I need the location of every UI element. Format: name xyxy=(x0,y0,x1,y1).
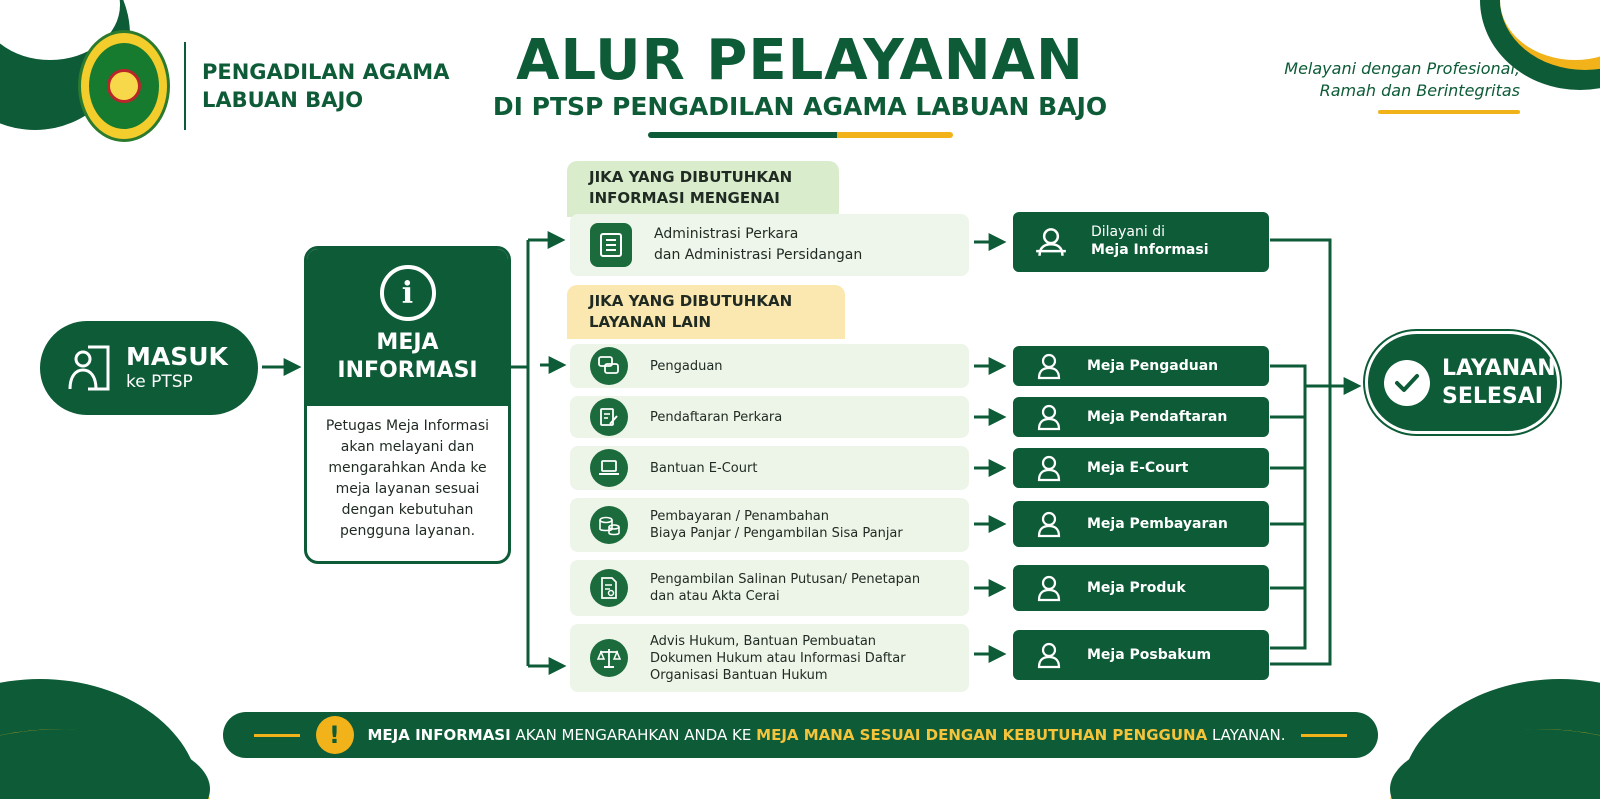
certificate-icon xyxy=(590,569,628,607)
desk-label-line2: Meja Informasi xyxy=(1091,242,1209,258)
service-text-line1: Advis Hukum, Bantuan Pembuatan xyxy=(650,633,877,649)
service-text: Pengaduan xyxy=(650,358,723,374)
person-icon xyxy=(1035,352,1063,380)
service-text-line1: Administrasi Perkara xyxy=(654,226,799,242)
service-text-line1: Pembayaran / Penambahan xyxy=(650,509,830,524)
section-label-layanan-lain-line1: JIKA YANG DIBUTUHKAN xyxy=(589,292,793,310)
desk-label: Meja Posbakum xyxy=(1087,647,1212,663)
service-text-line2: dan atau Akta Cerai xyxy=(650,589,780,604)
desk-meja-pengaduan xyxy=(1013,346,1269,386)
service-text xyxy=(650,571,920,605)
start-label-main: MASUK xyxy=(126,342,228,371)
service-text-line2: dan Administrasi Persidangan xyxy=(654,247,863,263)
person-icon xyxy=(1035,510,1063,538)
service-pembayaran xyxy=(570,498,969,552)
desk-label xyxy=(1091,224,1209,260)
desk-meja-ecourt xyxy=(1013,448,1269,488)
person-icon xyxy=(1035,454,1063,482)
warning-icon: ! xyxy=(316,716,354,754)
start-label-sub: ke PTSP xyxy=(126,372,193,392)
service-text xyxy=(650,508,903,542)
scales-icon xyxy=(590,639,628,677)
person-icon xyxy=(1035,641,1063,669)
service-text-line2: Dokumen Hukum atau Informasi Daftar xyxy=(650,650,906,666)
section-label-informasi-line1: JIKA YANG DIBUTUHKAN xyxy=(589,168,793,186)
document-pen-icon xyxy=(590,398,628,436)
brand-name-line1: PENGADILAN AGAMA xyxy=(202,60,450,84)
desk-label-line1: Dilayani di xyxy=(1091,224,1165,240)
desk-meja-pembayaran xyxy=(1013,501,1269,547)
meja-informasi-header xyxy=(307,249,508,406)
section-label-informasi xyxy=(567,161,839,217)
section-label-layanan-lain xyxy=(567,285,845,339)
service-administrasi xyxy=(570,214,969,276)
coins-icon xyxy=(590,506,628,544)
desk-label: Meja E-Court xyxy=(1087,460,1189,476)
meja-informasi-title-line1: MEJA xyxy=(376,330,439,355)
desk-label: Meja Pendaftaran xyxy=(1087,409,1228,425)
service-text xyxy=(650,633,906,684)
info-icon: i xyxy=(380,265,436,321)
service-ecourt xyxy=(570,446,969,490)
section-label-informasi-line2: INFORMASI MENGENAI xyxy=(589,189,780,207)
meja-informasi-card xyxy=(304,246,511,564)
finish-node xyxy=(1365,331,1560,434)
finish-label-line2: SELESAI xyxy=(1442,383,1543,409)
service-text xyxy=(654,224,862,266)
bottom-banner xyxy=(223,712,1378,758)
banner-text-part4: LAYANAN. xyxy=(1207,726,1286,744)
service-text: Bantuan E-Court xyxy=(650,460,758,476)
desk-label: Meja Pengaduan xyxy=(1087,358,1219,374)
service-produk xyxy=(570,560,969,616)
brand-name-line2: LABUAN BAJO xyxy=(202,88,364,112)
meja-informasi-title-line2: INFORMASI xyxy=(337,358,478,383)
desk-label: Meja Pembayaran xyxy=(1087,516,1228,532)
section-label-layanan-lain-line2: LAYANAN LAIN xyxy=(589,313,712,331)
banner-rule-right xyxy=(1301,734,1347,737)
tagline-line2: Ramah dan Berintegritas xyxy=(1319,81,1520,100)
desk-person-icon xyxy=(1035,226,1067,258)
start-label xyxy=(126,343,228,393)
service-text-line1: Pengambilan Salinan Putusan/ Penetapan xyxy=(650,572,921,587)
service-text-line2: Biaya Panjar / Pengambilan Sisa Panjar xyxy=(650,526,903,541)
person-icon xyxy=(1035,574,1063,602)
service-pengaduan xyxy=(570,344,969,388)
desk-label: Meja Produk xyxy=(1087,580,1186,596)
checklist-icon xyxy=(590,223,632,267)
finish-label xyxy=(1442,355,1556,411)
desk-meja-pendaftaran xyxy=(1013,397,1269,437)
chat-bubbles-icon xyxy=(590,347,628,385)
service-text: Pendaftaran Perkara xyxy=(650,409,783,425)
banner-text-part1: MEJA INFORMASI xyxy=(367,726,511,744)
service-text-line3: Organisasi Bantuan Hukum xyxy=(650,667,828,683)
banner-rule-left xyxy=(254,734,300,737)
tagline-line1: Melayani dengan Profesional, xyxy=(1284,59,1520,78)
desk-meja-produk xyxy=(1013,565,1269,611)
page-title: ALUR PELAYANAN xyxy=(516,28,1084,93)
finish-label-line1: LAYANAN xyxy=(1442,355,1556,381)
check-icon xyxy=(1384,360,1430,406)
service-posbakum xyxy=(570,624,969,692)
laptop-icon xyxy=(590,449,628,487)
desk-meja-posbakum xyxy=(1013,630,1269,680)
desk-meja-informasi xyxy=(1013,212,1269,272)
person-icon xyxy=(1035,403,1063,431)
service-pendaftaran xyxy=(570,396,969,438)
start-node xyxy=(40,321,258,415)
door-person-icon xyxy=(66,343,112,393)
banner-text-part3: MEJA MANA SESUAI DENGAN KEBUTUHAN PENGGUNA xyxy=(756,726,1208,744)
banner-text-part2: AKAN MENGARAHKAN ANDA KE xyxy=(510,726,757,744)
page-subtitle: DI PTSP PENGADILAN AGAMA LABUAN BAJO xyxy=(492,92,1108,121)
meja-informasi-description: Petugas Meja Informasi akan melayani dan mengarahkan Anda ke meja layanan sesuai dengan kebutuhan pengguna layanan. xyxy=(325,418,490,539)
